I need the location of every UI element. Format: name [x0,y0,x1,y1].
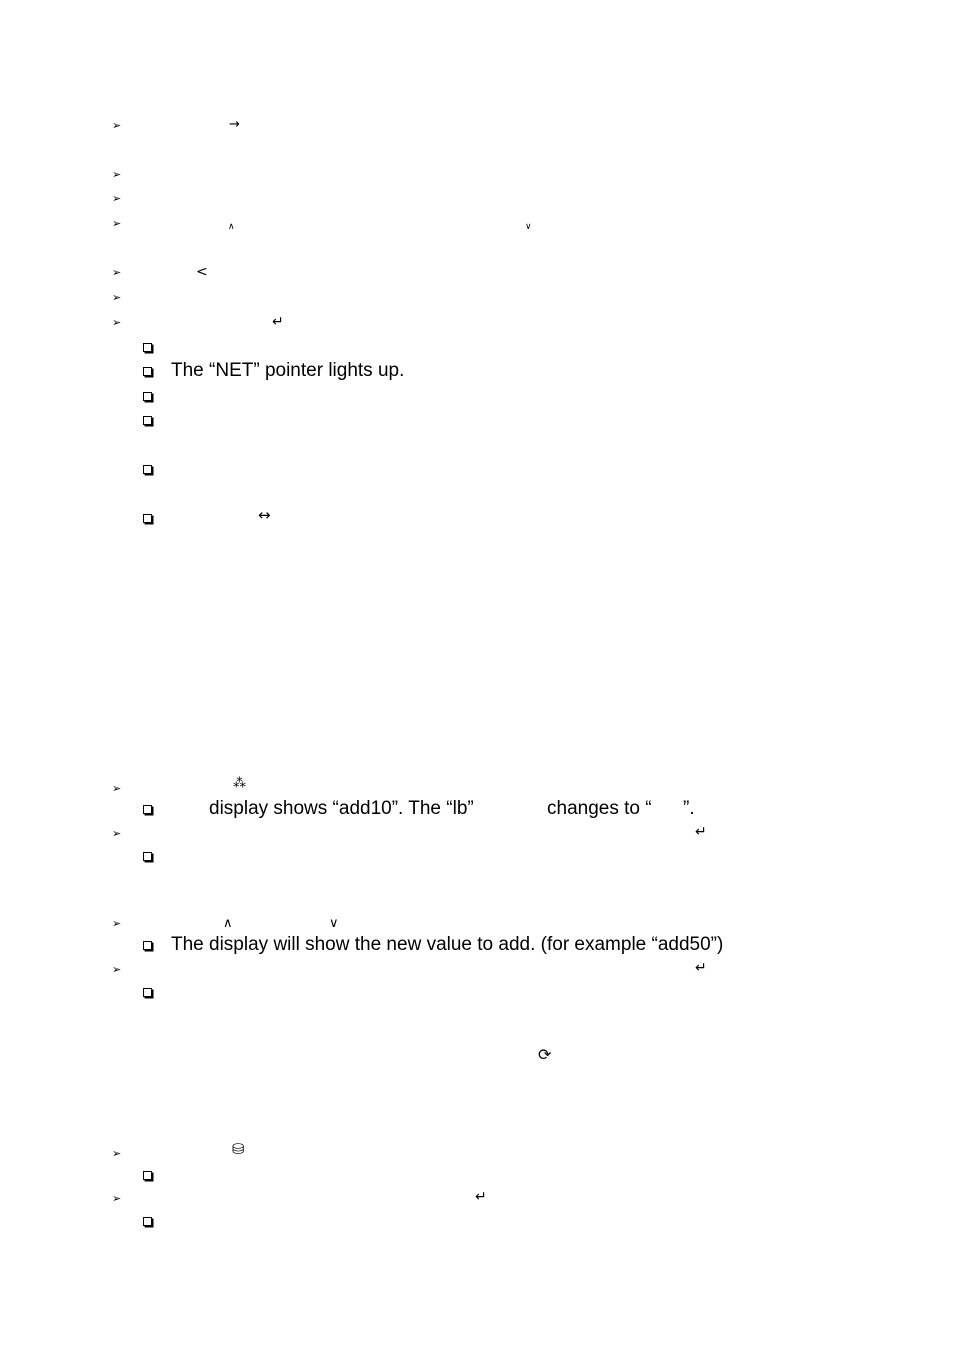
list-bullet-arrow: ➢ [112,192,122,205]
list-bullet-arrow: ➢ [112,316,122,329]
list-bullet-box [143,805,152,814]
up-key-icon: ∧ [223,916,233,931]
list-bullet-arrow: ➢ [112,1192,122,1205]
enter-key-icon: ↵ [272,314,284,330]
left-right-arrow-icon: ↔ [258,506,271,524]
list-bullet-arrow: ➢ [112,827,122,840]
list-bullet-arrow: ➢ [112,291,122,304]
enter-key-icon: ↵ [475,1189,487,1205]
down-key-icon: ∨ [329,916,339,931]
list-bullet-arrow: ➢ [112,119,122,132]
list-bullet-box [143,343,152,352]
changes-to-text: changes to “ [547,798,652,819]
list-bullet-arrow: ➢ [112,782,122,795]
list-bullet-box [143,465,152,474]
right-arrow-icon: → [229,117,240,132]
scale-icon: ⛁ [232,1140,245,1158]
list-bullet-arrow: ➢ [112,917,122,930]
list-bullet-arrow: ➢ [112,168,122,181]
list-bullet-arrow: ➢ [112,963,122,976]
enter-key-icon: ↵ [695,960,707,976]
left-key-icon: < [196,264,208,280]
list-bullet-arrow: ➢ [112,1147,122,1160]
add-weight-icon: ⁂ [233,776,246,791]
list-bullet-arrow: ➢ [112,217,122,230]
list-bullet-arrow: ➢ [112,266,122,279]
list-bullet-box [143,988,152,997]
enter-key-icon: ↵ [695,824,707,840]
net-pointer-text: The “NET” pointer lights up. [171,360,405,381]
list-bullet-box [143,1217,152,1226]
list-bullet-box [143,392,152,401]
list-bullet-box [143,416,152,425]
display-shows-text: display shows “add10”. The “lb” [209,798,474,819]
refresh-icon: ⟳ [538,1045,552,1064]
list-bullet-box [143,941,152,950]
list-bullet-box [143,852,152,861]
list-bullet-box [143,514,152,523]
new-value-text: The display will show the new value to add. (for example “add50”) [171,934,724,955]
close-quote-text: ”. [683,798,695,819]
list-bullet-box [143,1171,152,1180]
up-key-icon: ∧ [228,222,235,232]
down-key-icon: ∨ [525,222,532,232]
list-bullet-box [143,367,152,376]
